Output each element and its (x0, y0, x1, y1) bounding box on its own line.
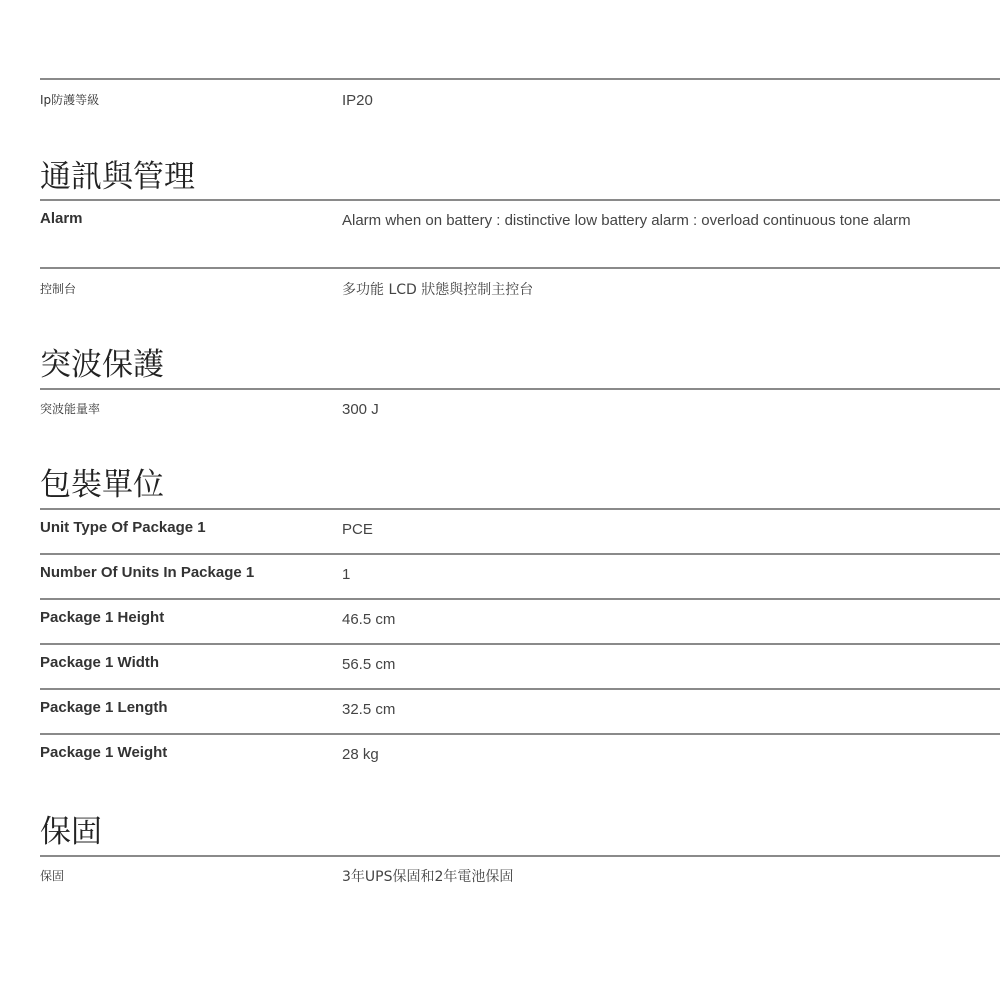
spec-label-surge-energy: 突波能量率 (40, 402, 101, 416)
divider (40, 388, 1000, 390)
divider (40, 598, 1000, 600)
divider (40, 688, 1000, 690)
spec-value-console: 多功能 LCD 狀態與控制主控台 (342, 282, 534, 298)
spec-label-alarm: Alarm (40, 210, 83, 227)
divider (40, 855, 1000, 857)
spec-value-ip-rating: IP20 (342, 92, 373, 109)
spec-label-package-width: Package 1 Width (40, 654, 160, 671)
spec-label-package-height: Package 1 Height (40, 609, 165, 626)
divider (40, 553, 1000, 555)
section-heading-surge: 突波保護 (40, 347, 164, 383)
spec-label-package-weight: Package 1 Weight (40, 744, 168, 761)
divider (40, 199, 1000, 201)
spec-value-unit-type: PCE (342, 521, 373, 538)
spec-value-warranty: 3年UPS保固和2年電池保固 (342, 869, 514, 885)
divider (40, 508, 1000, 510)
divider (40, 733, 1000, 735)
spec-label-number-of-units: Number Of Units In Package 1 (40, 564, 255, 581)
spec-label-console: 控制台 (40, 282, 77, 296)
spec-label-ip-rating: Ip防護等級 (40, 93, 100, 107)
spec-value-number-of-units: 1 (342, 566, 351, 583)
spec-value-package-length: 32.5 cm (342, 701, 396, 718)
divider (40, 267, 1000, 269)
spec-label-warranty: 保固 (40, 869, 65, 883)
section-heading-packaging: 包裝單位 (40, 467, 164, 503)
spec-label-unit-type: Unit Type Of Package 1 (40, 519, 206, 536)
section-heading-warranty: 保固 (40, 814, 102, 850)
divider (40, 78, 1000, 80)
spec-value-package-width: 56.5 cm (342, 656, 396, 673)
spec-value-package-weight: 28 kg (342, 746, 379, 763)
spec-value-alarm: Alarm when on battery : distinctive low battery alarm : overload continuous tone alarm (342, 212, 911, 229)
divider (40, 643, 1000, 645)
spec-value-package-height: 46.5 cm (342, 611, 396, 628)
spec-value-surge-energy: 300 J (342, 401, 379, 418)
spec-label-package-length: Package 1 Length (40, 699, 168, 716)
section-heading-communication: 通訊與管理 (40, 159, 195, 195)
